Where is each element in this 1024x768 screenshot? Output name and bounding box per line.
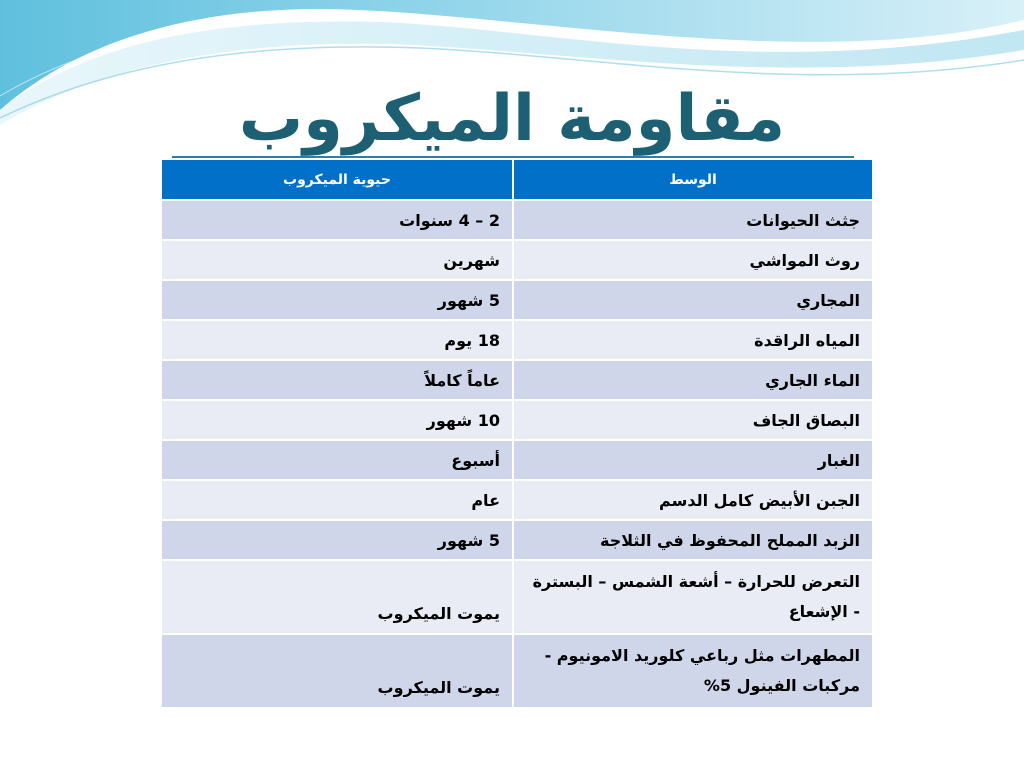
table-row [161,320,873,360]
medium-cell: الجبن الأبيض كامل الدسم [513,480,873,520]
table-row [161,634,873,708]
medium-cell: المطهرات مثل رباعي كلوريد الامونيوم - مركبات الفينول 5% [513,634,873,708]
viability-cell: 10 شهور [161,400,513,440]
medium-cell: جثث الحيوانات [513,200,873,240]
table-row [161,280,873,320]
viability-cell: 18 يوم [161,320,513,360]
table-row [161,560,873,634]
table-row [161,360,873,400]
viability-cell: 2 – 4 سنوات [161,200,513,240]
header-viability: حيوية الميكروب [161,159,513,200]
viability-cell: يموت الميكروب [161,634,513,708]
table-row [161,440,873,480]
medium-cell: الغبار [513,440,873,480]
microbe-resistance-table [160,158,874,709]
table-row [161,200,873,240]
medium-cell: المجاري [513,280,873,320]
viability-cell: 5 شهور [161,520,513,560]
table-header-row [161,159,873,200]
table-row [161,240,873,280]
medium-cell: البصاق الجاف [513,400,873,440]
slide-title: مقاومة الميكروب [238,82,786,156]
medium-cell: الماء الجاري [513,360,873,400]
table-row [161,480,873,520]
medium-cell: روث المواشي [513,240,873,280]
header-medium: الوسط [513,159,873,200]
viability-cell: عام [161,480,513,520]
table-row [161,400,873,440]
viability-cell: أسبوع [161,440,513,480]
viability-cell: عاماً كاملاً [161,360,513,400]
table-row [161,520,873,560]
medium-cell: المياه الراقدة [513,320,873,360]
medium-cell: الزبد المملح المحفوظ في الثلاجة [513,520,873,560]
viability-cell: يموت الميكروب [161,560,513,634]
viability-cell: 5 شهور [161,280,513,320]
viability-cell: شهرين [161,240,513,280]
medium-cell: التعرض للحرارة – أشعة الشمس – البسترة - الإشعاع [513,560,873,634]
